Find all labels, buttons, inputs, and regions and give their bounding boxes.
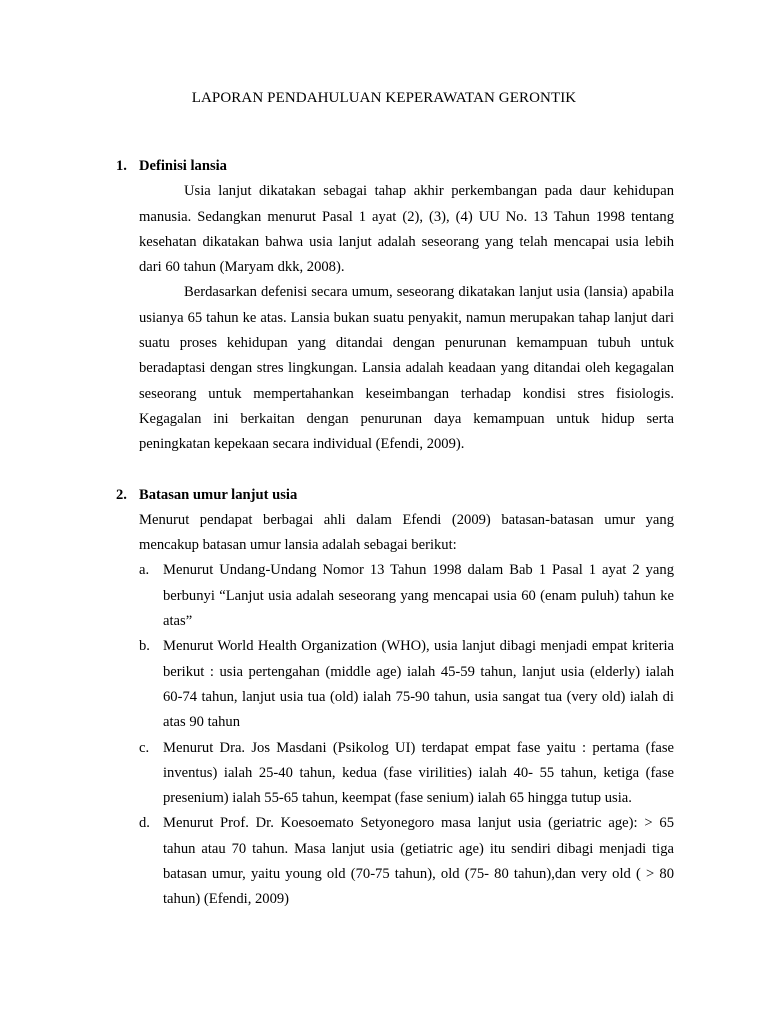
section-heading: [116, 483, 674, 508]
list-item-text: Menurut Prof. Dr. Koesoemato Setyonegoro masa lanjut usia (geriatric age): > 65 tahun atau 70 tahun. Masa lanjut usia (getiatric age) itu sendiri dibagi menjadi tiga batasan umur, yaitu young old (70-75 tahun), old (75- 80 tahun),dan very old ( > 80 tahun) (Efendi, 2009): [163, 815, 674, 908]
list-marker: b.: [139, 638, 150, 655]
section-batasan-umur: [116, 483, 674, 913]
section-number: 1.: [116, 158, 127, 174]
section-title: Batasan umur lanjut usia: [139, 486, 298, 503]
list-marker: c.: [139, 739, 150, 756]
paragraph: Berdasarkan defenisi secara umum, seseorang dikatakan lanjut usia (lansia) apabila usianya 65 tahun ke atas. Lansia bukan suatu penyakit, namun merupakan tahap lanjut dari suatu proses kehidupan yang ditandai dengan penurunan kemampuan tubuh untuk beradaptasi dengan stres lingkungan. Lansia adalah keadaan yang ditandai oleh kegagalan seseorang untuk mempertahankan keseimbangan terhadap kondisi stres fisiologis. Kegagalan ini berkaitan dengan penurunan daya kemampuan untuk hidup serta peningkatan kepekaan secara individual (Efendi, 2009).: [139, 284, 674, 453]
section-title: Definisi lansia: [139, 158, 227, 174]
list-item-text: Menurut Undang-Undang Nomor 13 Tahun 1998 dalam Bab 1 Pasal 1 ayat 2 yang berbunyi “Lanjut usia adalah seseorang yang mencapai usia 60 (enam puluh) tahun ke atas”: [163, 562, 674, 630]
list-item: [139, 736, 674, 812]
paragraph: Usia lanjut dikatakan sebagai tahap akhir perkembangan pada daur kehidupan manusia. Sedangkan menurut Pasal 1 ayat (2), (3), (4) UU No. 13 Tahun 1998 tentang kesehatan dikatakan bahwa usia lanjut adalah seseorang yang telah mencapai usia lebih dari 60 tahun (Maryam dkk, 2008).: [139, 183, 674, 276]
section-body: [116, 179, 674, 457]
section-number: 2.: [116, 486, 127, 503]
section-heading: [116, 154, 674, 179]
list-marker: a.: [139, 562, 150, 579]
document-title: LAPORAN PENDAHULUAN KEPERAWATAN GERONTIK: [191, 90, 577, 106]
section-body: [116, 508, 674, 913]
paragraph: Menurut pendapat berbagai ahli dalam Efendi (2009) batasan-batasan umur yang mencakup batasan umur lansia adalah sebagai berikut:: [139, 511, 674, 554]
section-spacer: [116, 458, 674, 483]
section-definisi-lansia: [116, 154, 674, 458]
list-item-text: Menurut Dra. Jos Masdani (Psikolog UI) terdapat empat fase yaitu : pertama (fase inventus) ialah 25-40 tahun, kedua (fase virilities) ialah 40- 55 tahun, ketiga (fase presenium) ialah 55-65 tahun, keempat (fase senium) ialah 65 hingga tutup usia.: [163, 739, 674, 807]
list-item-text: Menurut World Health Organization (WHO), usia lanjut dibagi menjadi empat kriteria berikut : usia pertengahan (middle age) ialah 45-59 tahun, lanjut usia (elderly) ialah 60-74 tahun, lanjut usia tua (old) ialah 75-90 tahun, usia sangat tua (very old) ialah di atas 90 tahun: [163, 638, 674, 731]
list-marker: d.: [139, 815, 150, 832]
list-item: [139, 634, 674, 735]
list-item: [139, 558, 674, 634]
document-body: [116, 154, 674, 913]
list-item: [139, 811, 674, 912]
criteria-list: [139, 558, 674, 912]
